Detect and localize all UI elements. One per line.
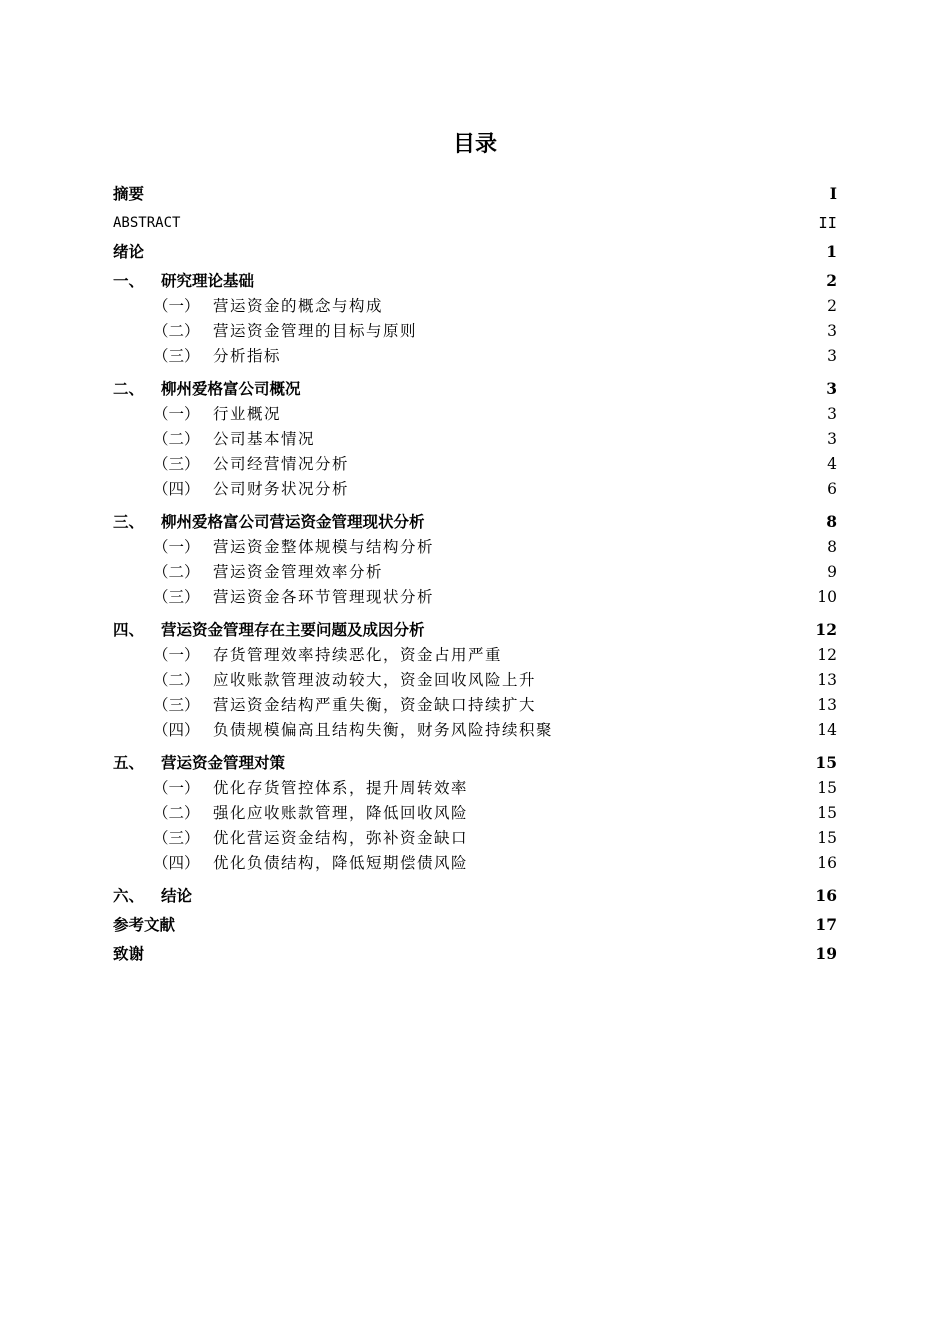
toc-entry-label: 致谢 [113, 944, 145, 963]
toc-entry[interactable] [113, 342, 837, 367]
toc-entry[interactable] [113, 583, 837, 608]
toc-leader-dots [426, 521, 826, 529]
toc-entry-page: 13 [817, 696, 837, 714]
toc-entry-page: 8 [827, 538, 837, 556]
toc-entry-page: 6 [827, 480, 837, 498]
toc-leader-dots [384, 305, 826, 313]
toc-entry-label: 绪论 [113, 242, 145, 261]
toc-entry[interactable] [113, 612, 837, 641]
toc-leader-dots [469, 812, 816, 820]
toc-entry-page: 4 [827, 455, 837, 473]
toc-leader-dots [537, 704, 816, 712]
toc-entry-number: （二） [153, 563, 200, 581]
toc-entry[interactable] [113, 691, 837, 716]
toc-entry-label: 存货管理效率持续恶化，资金占用严重 [213, 646, 503, 664]
toc-entry[interactable] [113, 475, 837, 500]
toc-entry-label: 优化存货管控体系，提升周转效率 [213, 779, 469, 797]
toc-entry-page: 13 [817, 671, 837, 689]
toc-entry-page: 9 [827, 563, 837, 581]
toc-entry[interactable] [113, 425, 837, 450]
toc-entry-page: 15 [817, 779, 837, 797]
toc-entry-number: （四） [153, 480, 200, 498]
toc-entry-label: 营运资金整体规模与结构分析 [213, 538, 435, 556]
toc-leader-dots [255, 280, 825, 288]
toc-entry-number: 六、 [113, 886, 145, 905]
toc-entry-page: 15 [817, 829, 837, 847]
toc-entry-number: （一） [153, 297, 200, 315]
toc-leader-dots [282, 355, 826, 363]
toc-entry[interactable] [113, 799, 837, 824]
toc-leader-dots [384, 571, 826, 579]
toc-entry-page: 3 [827, 322, 837, 340]
toc-entry-page: 2 [827, 297, 837, 315]
toc-entry-number: （四） [153, 721, 200, 739]
toc-entry[interactable] [113, 849, 837, 874]
toc-entry-page: 12 [815, 620, 837, 639]
toc-entry[interactable] [113, 558, 837, 583]
toc-entry[interactable] [113, 176, 837, 205]
toc-entry[interactable] [113, 878, 837, 907]
toc-entry-number: 二、 [113, 379, 145, 398]
toc-entry-page: 3 [827, 405, 837, 423]
toc-entry-page: 14 [817, 721, 837, 739]
toc-entry[interactable] [113, 716, 837, 741]
toc-entry-number: （二） [153, 322, 200, 340]
toc-list [113, 176, 837, 965]
toc-leader-dots [302, 388, 826, 396]
toc-entry-label: 营运资金各环节管理现状分析 [213, 588, 435, 606]
toc-entry-number: （二） [153, 804, 200, 822]
toc-entry-number: （一） [153, 779, 200, 797]
toc-title: 目录 [452, 131, 497, 157]
toc-leader-dots [145, 193, 829, 201]
toc-entry-label: 营运资金管理对策 [161, 753, 286, 772]
toc-leader-dots [418, 330, 826, 338]
toc-entry-number: （三） [153, 696, 200, 714]
toc-entry-page: 10 [817, 588, 837, 606]
toc-leader-dots [503, 654, 816, 662]
toc-leader-dots [282, 413, 826, 421]
toc-entry[interactable] [113, 371, 837, 400]
toc-entry[interactable] [113, 745, 837, 774]
toc-leader-dots [435, 596, 816, 604]
toc-leader-dots [350, 463, 826, 471]
toc-leader-dots [176, 924, 814, 932]
toc-entry[interactable] [113, 533, 837, 558]
toc-leader-dots [350, 488, 826, 496]
toc-entry-label: 摘要 [113, 184, 145, 203]
toc-entry[interactable] [113, 907, 837, 936]
toc-entry-page: 15 [815, 753, 837, 772]
toc-entry-page: I [829, 184, 837, 203]
toc-leader-dots [554, 729, 816, 737]
toc-entry-number: （三） [153, 829, 200, 847]
toc-entry-number: （三） [153, 347, 200, 365]
toc-entry-label: 研究理论基础 [161, 271, 255, 290]
toc-entry-label: 负债规模偏高且结构失衡，财务风险持续积聚 [213, 721, 554, 739]
toc-entry-label: 营运资金管理存在主要问题及成因分析 [161, 620, 425, 639]
toc-entry-number: （二） [153, 671, 200, 689]
toc-entry-label: 营运资金管理的目标与原则 [213, 322, 418, 340]
toc-entry[interactable] [113, 641, 837, 666]
toc-entry[interactable] [113, 774, 837, 799]
toc-entry-label: 应收账款管理波动较大，资金回收风险上升 [213, 671, 537, 689]
toc-entry-label: 强化应收账款管理，降低回收风险 [213, 804, 469, 822]
toc-entry-number: 四、 [113, 620, 145, 639]
toc-entry[interactable] [113, 263, 837, 292]
toc-leader-dots [486, 862, 816, 870]
toc-entry-label: 营运资金的概念与构成 [213, 297, 384, 315]
toc-leader-dots [145, 251, 825, 259]
toc-entry-label: 优化负债结构，降低短期偿债风险 [213, 854, 486, 872]
toc-entry-number: （一） [153, 405, 200, 423]
toc-leader-dots [181, 222, 817, 230]
toc-entry-number: （三） [153, 455, 200, 473]
toc-entry-label: 参考文献 [113, 915, 176, 934]
toc-entry-label: 营运资金管理效率分析 [213, 563, 384, 581]
toc-entry-page: 17 [815, 915, 837, 934]
toc-entry-page: 15 [817, 804, 837, 822]
toc-leader-dots [316, 438, 826, 446]
toc-entry-number: 五、 [113, 753, 145, 772]
toc-entry-page: 3 [827, 430, 837, 448]
toc-entry[interactable] [113, 936, 837, 965]
toc-leader-dots [286, 762, 814, 770]
toc-entry-label: 公司财务状况分析 [213, 480, 350, 498]
toc-entry[interactable] [113, 450, 837, 475]
toc-leader-dots [537, 679, 816, 687]
toc-entry-page: II [818, 214, 837, 232]
toc-entry[interactable] [113, 666, 837, 691]
toc-entry[interactable] [113, 205, 837, 234]
toc-entry-page: 16 [815, 886, 837, 905]
toc-entry-page: 12 [817, 646, 837, 664]
toc-entry-page: 19 [815, 944, 837, 963]
toc-entry[interactable] [113, 400, 837, 425]
toc-entry-number: （一） [153, 646, 200, 664]
toc-leader-dots [469, 837, 816, 845]
toc-entry-number: （三） [153, 588, 200, 606]
toc-entry-page: 8 [826, 512, 837, 531]
toc-entry-label: 柳州爱格富公司概况 [161, 379, 301, 398]
toc-entry-label: ABSTRACT [113, 215, 181, 231]
toc-entry-page: 2 [826, 271, 837, 290]
toc-entry-page: 3 [826, 379, 837, 398]
toc-entry-number: （二） [153, 430, 200, 448]
toc-entry-label: 行业概况 [213, 405, 282, 423]
toc-entry[interactable] [113, 234, 837, 263]
toc-leader-dots [426, 629, 815, 637]
toc-entry-label: 公司经营情况分析 [213, 455, 350, 473]
toc-entry-page: 3 [827, 347, 837, 365]
toc-entry-label: 分析指标 [213, 347, 282, 365]
toc-entry-label: 结论 [161, 886, 193, 905]
toc-entry-label: 柳州爱格富公司营运资金管理现状分析 [161, 512, 425, 531]
toc-entry[interactable] [113, 504, 837, 533]
toc-leader-dots [435, 546, 826, 554]
toc-entry-number: （四） [153, 854, 200, 872]
toc-entry-number: 一、 [113, 271, 145, 290]
toc-leader-dots [193, 895, 814, 903]
toc-leader-dots [469, 787, 816, 795]
toc-entry[interactable] [113, 824, 837, 849]
toc-entry[interactable] [113, 292, 837, 317]
toc-entry-number: 三、 [113, 512, 145, 531]
toc-entry-number: （一） [153, 538, 200, 556]
toc-entry[interactable] [113, 317, 837, 342]
toc-entry-label: 优化营运资金结构，弥补资金缺口 [213, 829, 469, 847]
toc-entry-page: 16 [817, 854, 837, 872]
toc-entry-label: 营运资金结构严重失衡，资金缺口持续扩大 [213, 696, 537, 714]
toc-entry-page: 1 [826, 242, 837, 261]
toc-entry-label: 公司基本情况 [213, 430, 316, 448]
toc-leader-dots [145, 953, 814, 961]
